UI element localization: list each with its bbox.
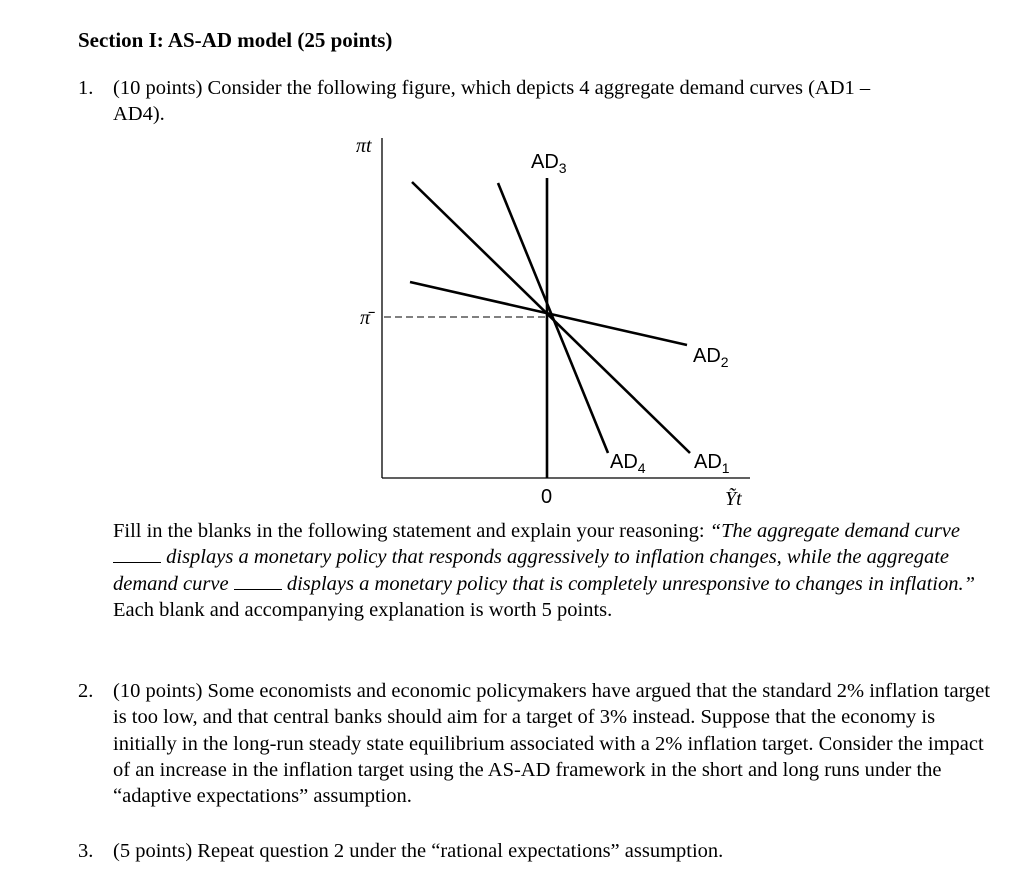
question-2-number: 2.: [78, 680, 94, 702]
question-1-line-2: AD4).: [113, 103, 165, 126]
fill-outro: Each blank and accompanying explanation is worth 5 points.: [113, 598, 613, 621]
ad1-label: $AD_1$: [694, 451, 730, 476]
ad-curves-figure: [340, 130, 760, 515]
y-axis-label: πt: [356, 135, 372, 157]
fill-quote-part-1: “The aggregate demand curve: [709, 520, 961, 542]
question-1-line-1: (10 points) Consider the following figure, which depicts 4 aggregate demand curves (AD1 –: [113, 77, 871, 99]
ad4-label: $AD_4$: [610, 451, 646, 476]
fill-in-blanks-paragraph: [113, 518, 993, 623]
x-zero-label: 0: [541, 486, 553, 508]
blank-2: [234, 573, 282, 590]
blank-1: [113, 546, 161, 563]
fill-quote-part-3: displays a monetary policy that is completely unresponsive to changes in inflation.”: [281, 572, 975, 595]
question-3-number: 3.: [78, 840, 94, 862]
question-2-text: (10 points) Some economists and economic policymakers have argued that the standard 2% inflation target is too low, and that central banks should aim for a target of 3% instead. Suppose that the economy is initially in the long-run steady state equilibrium associated with a 2% inflation target. Consider the impact of an increase in the inflation target using the AS-AD framework in the short and long runs under the “adaptive expectations” assumption.: [113, 680, 991, 808]
question-1-text: [113, 75, 993, 128]
question-3-text: (5 points) Repeat question 2 under the “rational expectations” assumption.: [113, 840, 724, 862]
fill-quote-part-2: displays a monetary policy that responds aggressively to inflation changes, while the aggregate demand curve: [113, 546, 949, 595]
ad3-label: $AD_3$: [531, 151, 567, 176]
ad2-curve: [410, 282, 687, 345]
x-axis-label: Ỹt: [725, 488, 742, 510]
question-1-number: 1.: [78, 77, 94, 99]
ad2-label: $AD_2$: [693, 345, 729, 370]
section-title: Section I: AS-AD model (25 points): [78, 28, 393, 52]
pi-bar-label: π̄: [360, 307, 371, 329]
fill-intro: Fill in the blanks in the following statement and explain your reasoning:: [113, 520, 710, 542]
